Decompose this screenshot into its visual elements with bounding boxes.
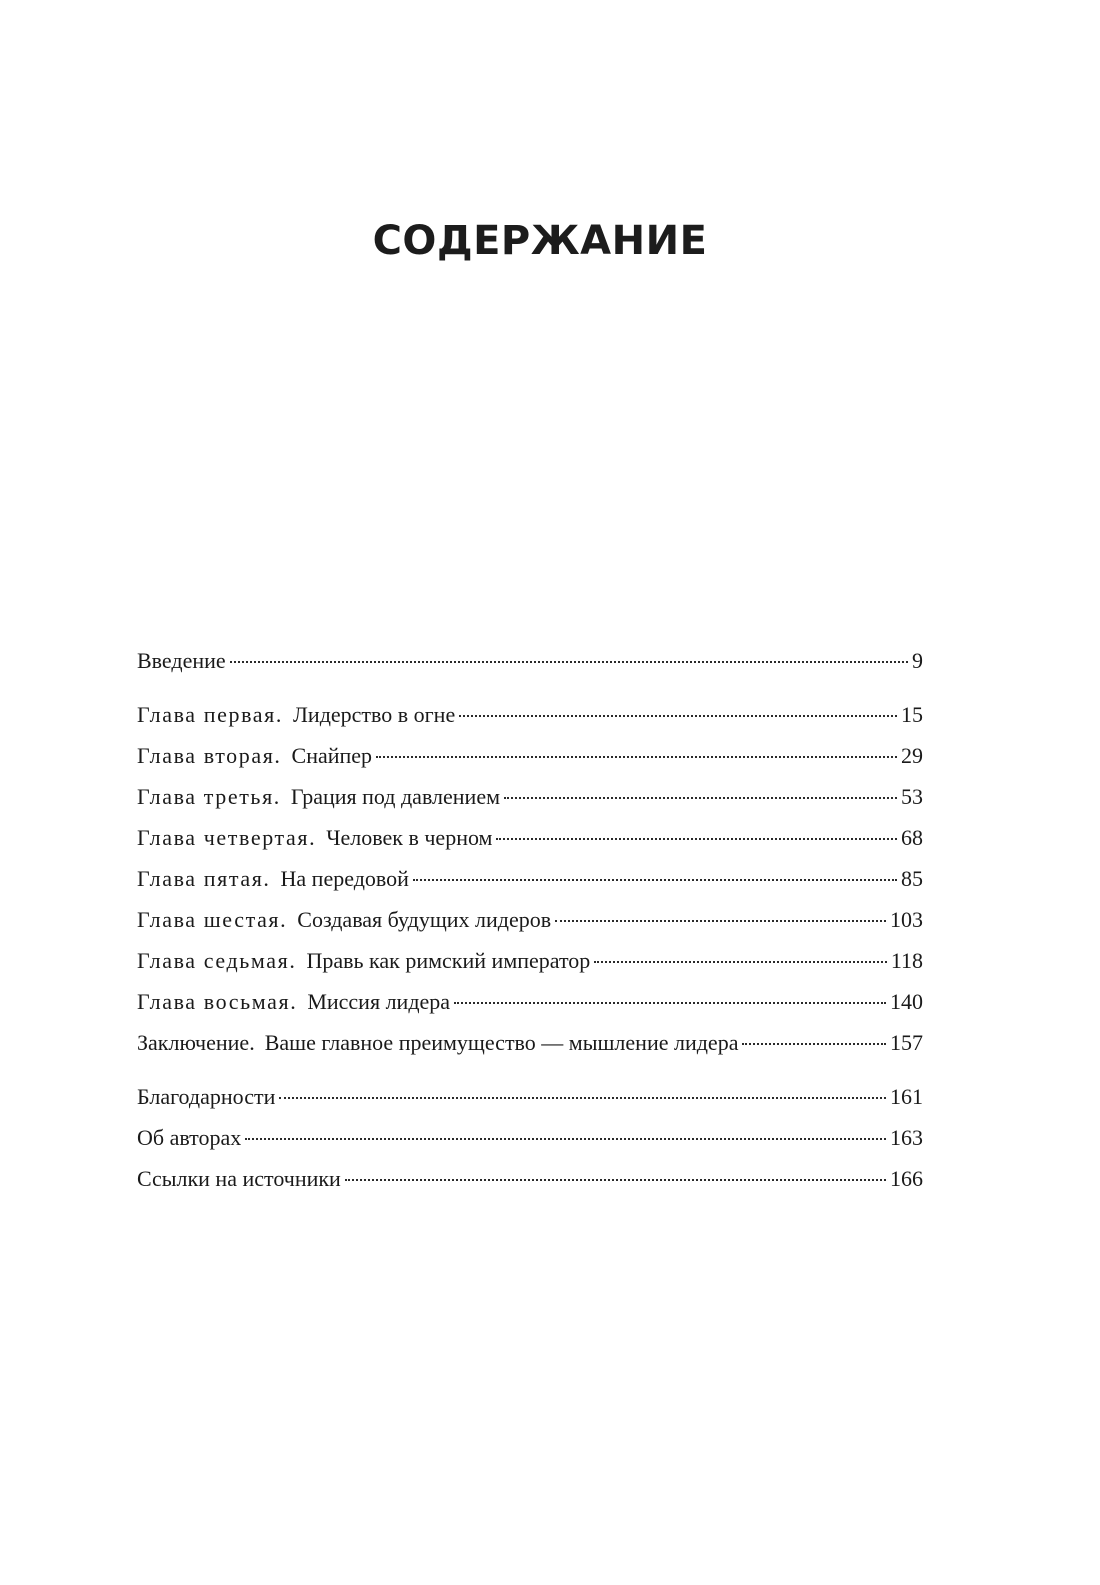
dot-leader	[504, 797, 897, 799]
chapter-title: Грация под давлением	[290, 784, 501, 809]
dot-leader	[454, 1002, 886, 1004]
toc-entry-intro	[137, 640, 923, 681]
toc-entry-chapter-5	[137, 858, 923, 899]
toc-entry-label	[137, 776, 500, 817]
dot-leader	[413, 879, 897, 881]
table-of-contents	[137, 640, 923, 1199]
toc-page-number: 103	[890, 907, 923, 932]
chapter-title: На передовой	[280, 866, 409, 891]
toc-entry-label	[137, 1022, 738, 1063]
toc-entry-label	[137, 817, 492, 858]
dot-leader	[376, 756, 897, 758]
toc-chapters-group	[137, 694, 923, 1063]
chapter-title: Лидерство в огне	[293, 702, 456, 727]
chapter-title: Правь как римский император	[306, 948, 591, 973]
dot-leader	[230, 661, 908, 663]
toc-intro-group	[137, 640, 923, 681]
toc-entry-label: Введение	[137, 648, 226, 673]
dot-leader	[245, 1138, 886, 1140]
chapter-title: Миссия лидера	[307, 989, 451, 1014]
toc-entry-label: Ссылки на источники	[137, 1166, 341, 1191]
chapter-title: Ваше главное преимущество — мышление лидера	[264, 1030, 739, 1055]
toc-entry-label	[137, 858, 409, 899]
toc-page-number: 140	[890, 989, 923, 1014]
chapter-title: Создавая будущих лидеров	[297, 907, 552, 932]
toc-entry-label	[137, 694, 455, 735]
page-title: СОДЕРЖАНИЕ	[372, 218, 708, 264]
toc-entry-about-authors	[137, 1117, 923, 1158]
toc-entry-chapter-4	[137, 817, 923, 858]
chapter-prefix: Глава седьмая.	[137, 948, 297, 973]
chapter-prefix: Глава пятая.	[137, 866, 271, 891]
dot-leader	[594, 961, 887, 963]
dot-leader	[555, 920, 886, 922]
toc-page-number: 161	[890, 1084, 923, 1109]
chapter-prefix: Глава восьмая.	[137, 989, 298, 1014]
toc-entry-chapter-7	[137, 940, 923, 981]
toc-entry-label	[137, 981, 450, 1022]
toc-entry-chapter-2	[137, 735, 923, 776]
toc-page-number: 53	[901, 784, 923, 809]
chapter-prefix: Глава первая.	[137, 702, 283, 727]
toc-page-number: 163	[890, 1125, 923, 1150]
toc-entry-chapter-1	[137, 694, 923, 735]
toc-page-number: 9	[912, 648, 923, 673]
toc-page-number: 15	[901, 702, 923, 727]
toc-page-number: 29	[901, 743, 923, 768]
chapter-prefix: Глава вторая.	[137, 743, 282, 768]
toc-entry-chapter-3	[137, 776, 923, 817]
dot-leader	[459, 715, 897, 717]
dot-leader	[345, 1179, 886, 1181]
toc-entry-conclusion	[137, 1022, 923, 1063]
toc-page-number: 68	[901, 825, 923, 850]
toc-page-number: 118	[890, 948, 923, 973]
chapter-title: Человек в черном	[326, 825, 493, 850]
toc-entry-label	[137, 735, 372, 776]
dot-leader	[496, 838, 897, 840]
toc-entry-label: Об авторах	[137, 1125, 242, 1150]
dot-leader	[279, 1097, 886, 1099]
chapter-title: Снайпер	[291, 743, 373, 768]
chapter-prefix: Заключение.	[137, 1030, 255, 1055]
toc-back-matter-group	[137, 1076, 923, 1199]
toc-entry-references	[137, 1158, 923, 1199]
chapter-prefix: Глава четвертая.	[137, 825, 317, 850]
toc-page-number: 85	[901, 866, 923, 891]
toc-entry-label	[137, 940, 590, 981]
chapter-prefix: Глава третья.	[137, 784, 281, 809]
toc-entry-acknowledgements	[137, 1076, 923, 1117]
toc-entry-chapter-6	[137, 899, 923, 940]
toc-page-number: 157	[890, 1030, 923, 1055]
chapter-prefix: Глава шестая.	[137, 907, 288, 932]
toc-page-number: 166	[890, 1166, 923, 1191]
toc-entry-label: Благодарности	[137, 1084, 276, 1109]
toc-entry-chapter-8	[137, 981, 923, 1022]
toc-entry-label	[137, 899, 551, 940]
dot-leader	[742, 1043, 886, 1045]
